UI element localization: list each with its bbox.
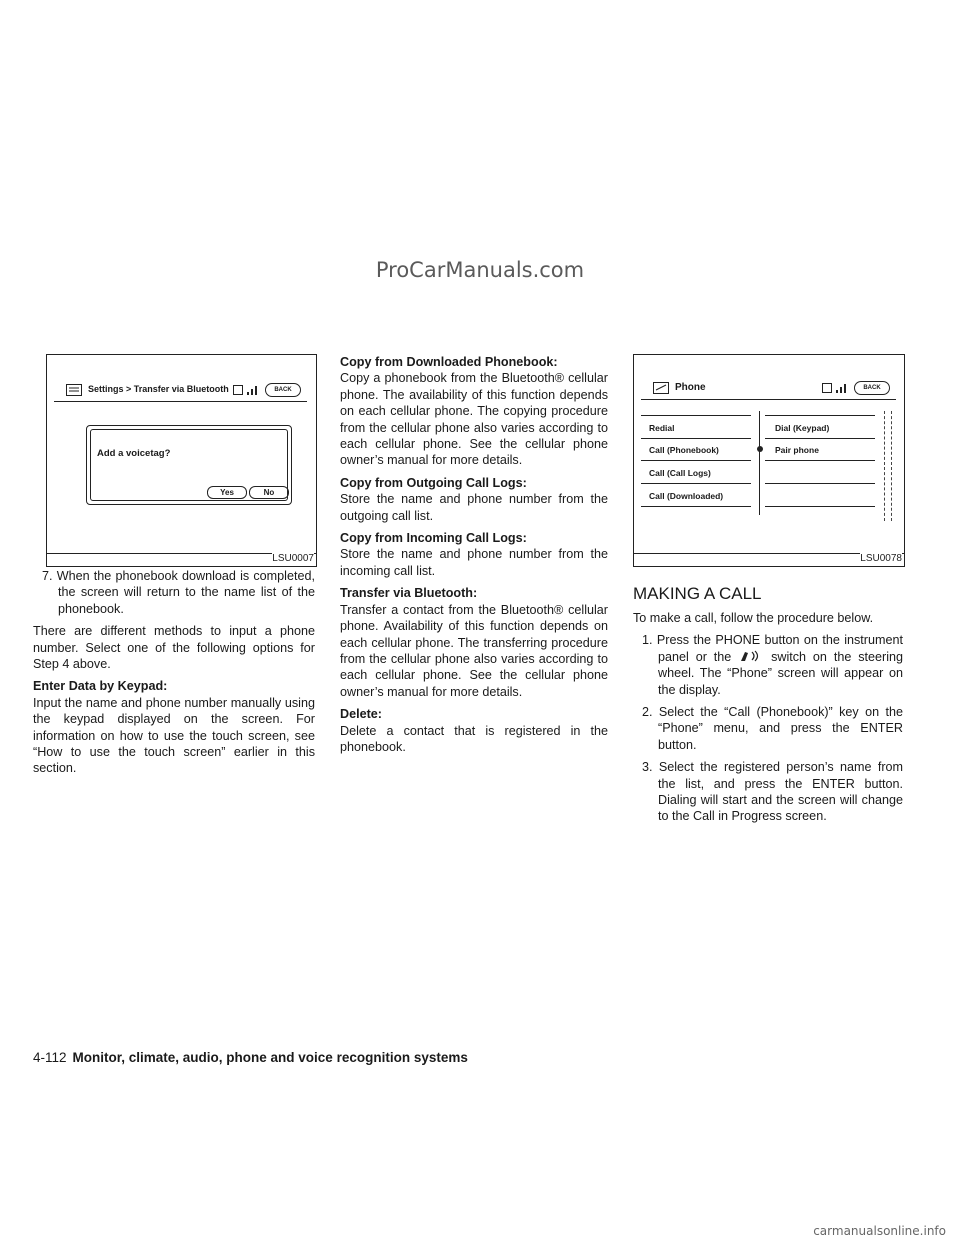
- screen: [641, 377, 896, 533]
- screen-header: [54, 379, 307, 402]
- incoming-paragraph: Store the name and phone number from the incoming call list.: [340, 547, 608, 578]
- menu-row-empty: [765, 461, 875, 484]
- screen: [54, 379, 307, 541]
- outgoing-heading: Copy from Outgoing Call Logs:: [340, 475, 527, 490]
- figure-label: LSU0078: [860, 553, 902, 564]
- menu-divider: [759, 411, 760, 515]
- step-number: 7.: [42, 569, 53, 583]
- figure-voicetag: [46, 354, 317, 567]
- screen-title: Phone: [675, 382, 706, 393]
- menu-row-dial-keypad[interactable]: [765, 415, 875, 439]
- page-footer: [33, 1050, 468, 1065]
- step-text: Select the registered person’s name from the list, and press the ENTER button. Dialing will start and the screen will change to the Call in Progress screen.: [658, 760, 904, 824]
- menu-item-label: Call (Phonebook): [649, 445, 719, 455]
- step-text: Press the PHONE button on the instrument panel or the: [656, 633, 903, 664]
- figure-phone-menu: [633, 354, 905, 567]
- figure-label: LSU0007: [272, 553, 314, 564]
- breadcrumb: Settings > Transfer via Bluetooth: [88, 384, 229, 394]
- step-number: 3.: [642, 760, 653, 775]
- cursor-dot-icon: [756, 445, 764, 453]
- column-left: [33, 568, 315, 783]
- menu-item-label: Pair phone: [775, 445, 819, 455]
- step-1: [633, 632, 903, 698]
- menu-row-call-logs[interactable]: [641, 461, 751, 484]
- back-button[interactable]: BACK: [854, 381, 890, 395]
- column-middle: [340, 354, 608, 761]
- menu-item-label: Call (Downloaded): [649, 491, 724, 501]
- dialog-inner: [90, 429, 288, 501]
- voicetag-dialog: [86, 425, 292, 505]
- chapter-title: Monitor, climate, audio, phone and voice recognition systems: [72, 1050, 468, 1065]
- dialog-text: Add a voicetag?: [97, 448, 171, 459]
- menu-row-pair-phone[interactable]: [765, 438, 875, 461]
- step-3: [633, 759, 903, 825]
- step-text-cont: switch on the steering wheel. The “Phone” screen will appear on the display.: [658, 649, 904, 697]
- step-text: Select the “Call (Phonebook)” key on the “Phone” menu, and press the ENTER button.: [658, 705, 904, 752]
- menu-item-label: Redial: [649, 423, 675, 433]
- phone-screen-icon: [653, 382, 669, 394]
- back-button[interactable]: BACK: [265, 383, 301, 397]
- copy-downloaded-paragraph: Copy a phonebook from the Bluetooth® cellular phone. The availability of this function depends on each cellular phone. The copying procedure from the cellular phone also varies according to each cellular phone. See the cellular phone owner’s manual for more details.: [340, 371, 608, 468]
- menu-row-call-downloaded[interactable]: [641, 484, 751, 507]
- keypad-paragraph: Input the name and phone number manually using the keypad displayed on the screen. For information on how to use the touch screen, see “How to use the touch screen” earlier in this section.: [33, 695, 315, 776]
- menu-item-label: Dial (Keypad): [775, 423, 830, 433]
- bottom-watermark: carmanualsonline.info: [813, 1224, 946, 1238]
- intro-paragraph: To make a call, follow the procedure below.: [633, 611, 874, 625]
- transfer-heading: Transfer via Bluetooth:: [340, 586, 478, 601]
- screen-header: [641, 377, 896, 400]
- watermark: ProCarManuals.com: [375, 258, 585, 282]
- menu-row-redial[interactable]: [641, 415, 751, 439]
- page-number: 4-112: [33, 1050, 67, 1065]
- scrollbar[interactable]: [884, 411, 892, 521]
- no-button[interactable]: No: [249, 486, 289, 499]
- outgoing-paragraph: Store the name and phone number from the outgoing call list.: [340, 492, 608, 523]
- menu-item-label: Call (Call Logs): [649, 468, 711, 478]
- step-number: 1.: [642, 633, 653, 648]
- delete-paragraph: Delete a contact that is registered in the phonebook.: [340, 723, 608, 754]
- phonebook-icon: [66, 384, 82, 396]
- intro-paragraph: There are different methods to input a phone number. Select one of the following options for Step 4 above.: [33, 624, 315, 672]
- menu-row-empty: [765, 484, 875, 507]
- column-right: [633, 584, 903, 831]
- signal-icon: [822, 382, 850, 394]
- keypad-heading: Enter Data by Keypad:: [33, 679, 168, 694]
- step-text: When the phonebook download is completed, the screen will return to the name list of the phonebook.: [56, 569, 315, 616]
- phone-switch-icon: [738, 649, 764, 663]
- step-2: [633, 704, 903, 753]
- yes-button[interactable]: Yes: [207, 486, 247, 499]
- incoming-heading: Copy from Incoming Call Logs:: [340, 531, 527, 546]
- step-number: 2.: [642, 705, 653, 720]
- copy-downloaded-heading: Copy from Downloaded Phonebook:: [340, 355, 558, 369]
- menu-row-call-phonebook[interactable]: [641, 438, 751, 461]
- delete-heading: Delete:: [340, 707, 382, 722]
- step-7: [33, 568, 315, 617]
- signal-icon: [233, 384, 261, 396]
- transfer-paragraph: Transfer a contact from the Bluetooth® cellular phone. Availability of this function depends on each cellular phone. The transferring procedure from the cellular phone also varies according to each cellular phone. See the cellular phone owner’s manual for more details.: [340, 602, 608, 699]
- section-heading: MAKING A CALL: [633, 584, 762, 603]
